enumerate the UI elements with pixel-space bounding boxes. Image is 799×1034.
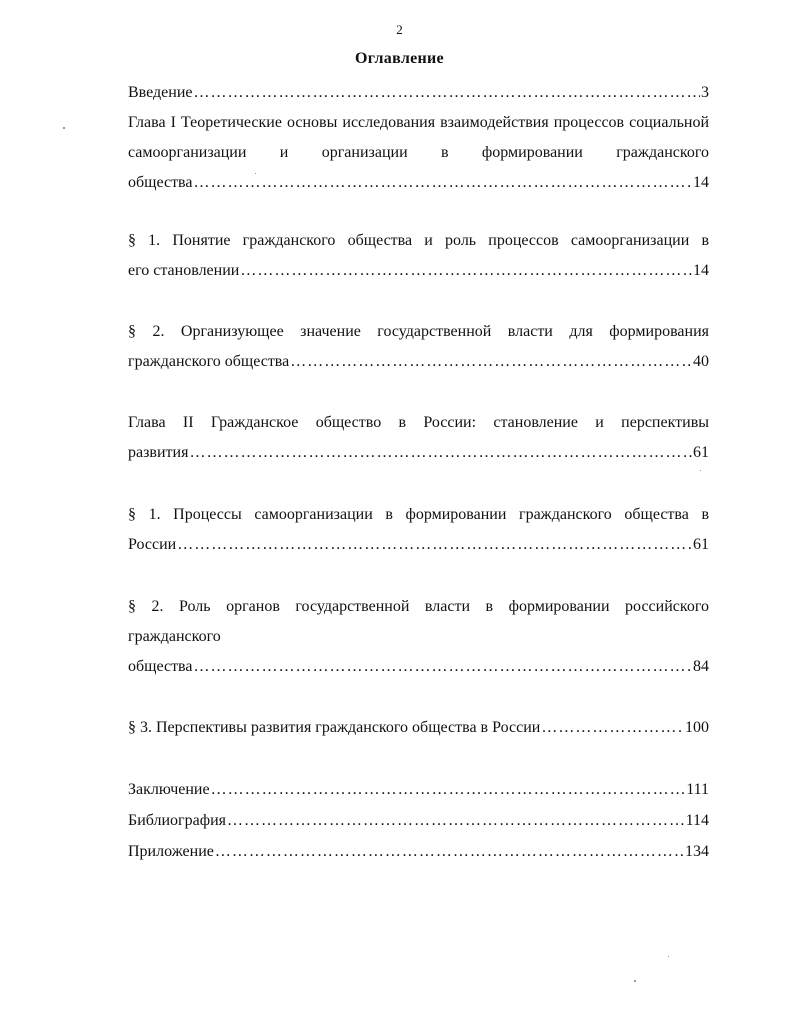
toc-entry-chapter-1-section-2 xyxy=(128,317,709,377)
toc-entry-label: Библиография xyxy=(128,812,226,829)
toc-entry-page: 111 xyxy=(686,781,709,798)
dot-leader xyxy=(194,168,693,198)
scan-speck xyxy=(63,127,65,129)
toc-entry-conclusion xyxy=(128,775,709,805)
dot-leader xyxy=(194,652,693,682)
dot-leader xyxy=(541,713,684,743)
toc-entry-text: Глава II Гражданское общество в России: становление и перспективы xyxy=(128,414,709,431)
toc-entry-appendix xyxy=(128,837,709,867)
dot-leader xyxy=(177,530,692,560)
scan-speck xyxy=(255,173,256,174)
toc-entry-text: § 1. Процессы самоорганизации в формировании гражданского общества в xyxy=(128,506,709,523)
toc-entry-text: § 2. Организующее значение государственной власти для формирования xyxy=(128,323,709,340)
toc-entry-chapter-2-section-1 xyxy=(128,500,709,560)
toc-entry-middle-line: гражданского xyxy=(128,628,221,645)
toc-entry-chapter-2-section-2 xyxy=(128,592,709,682)
toc-entry-text: § 2. Роль органов государственной власти в формировании российского xyxy=(128,598,709,615)
toc-entry-bibliography xyxy=(128,806,709,836)
toc-entry-chapter-2-section-3 xyxy=(128,713,709,743)
page-number: 2 xyxy=(396,22,403,37)
dot-leader xyxy=(240,256,692,286)
dot-leader xyxy=(227,806,685,836)
toc-entry-last-line: гражданского общества xyxy=(128,353,290,370)
toc-entry-introduction xyxy=(128,78,709,108)
dot-leader xyxy=(290,347,692,377)
toc-entry-last-line: развития xyxy=(128,444,189,461)
toc-entry-text: Глава I Теоретические основы исследования взаимодействия процессов социальной самоорганизации и организации в формировании гражданского xyxy=(128,114,709,161)
toc-entry-label: Заключение xyxy=(128,781,210,798)
toc-title: Оглавление xyxy=(355,50,444,67)
toc-entry-chapter-2 xyxy=(128,408,709,468)
dot-leader xyxy=(215,837,684,867)
toc-entry-page: 14 xyxy=(693,174,709,191)
toc-entry-last-line: России xyxy=(128,536,177,553)
scan-speck xyxy=(668,956,669,957)
toc-entry-page: 61 xyxy=(693,536,709,553)
toc-entry-chapter-1 xyxy=(128,108,709,198)
dot-leader xyxy=(189,438,692,468)
toc-entry-page: 40 xyxy=(693,353,709,370)
toc-entry-chapter-1-section-1 xyxy=(128,226,709,286)
toc-entry-last-line: его становлении xyxy=(128,262,240,279)
dot-leader xyxy=(211,775,686,805)
toc-entry-page: 100 xyxy=(685,719,709,736)
toc-entry-page: 14 xyxy=(693,262,709,279)
scan-speck xyxy=(700,470,701,471)
dot-leader xyxy=(194,78,701,108)
toc-entry-label: § 3. Перспективы развития гражданского общества в России xyxy=(128,719,541,736)
toc-entry-label: Приложение xyxy=(128,843,214,860)
toc-entry-page: 61 xyxy=(693,444,709,461)
toc-entry-page: 3 xyxy=(701,84,709,101)
toc-entry-page: 114 xyxy=(685,812,709,829)
toc-entry-text: § 1. Понятие гражданского общества и роль процессов самоорганизации в xyxy=(128,232,709,249)
scan-speck xyxy=(634,980,636,982)
toc-entry-last-line: общества xyxy=(128,174,193,191)
toc-entry-page: 84 xyxy=(693,658,709,675)
toc-entry-page: 134 xyxy=(685,843,709,860)
toc-entry-label: Введение xyxy=(128,84,193,101)
toc-entry-last-line: общества xyxy=(128,658,193,675)
